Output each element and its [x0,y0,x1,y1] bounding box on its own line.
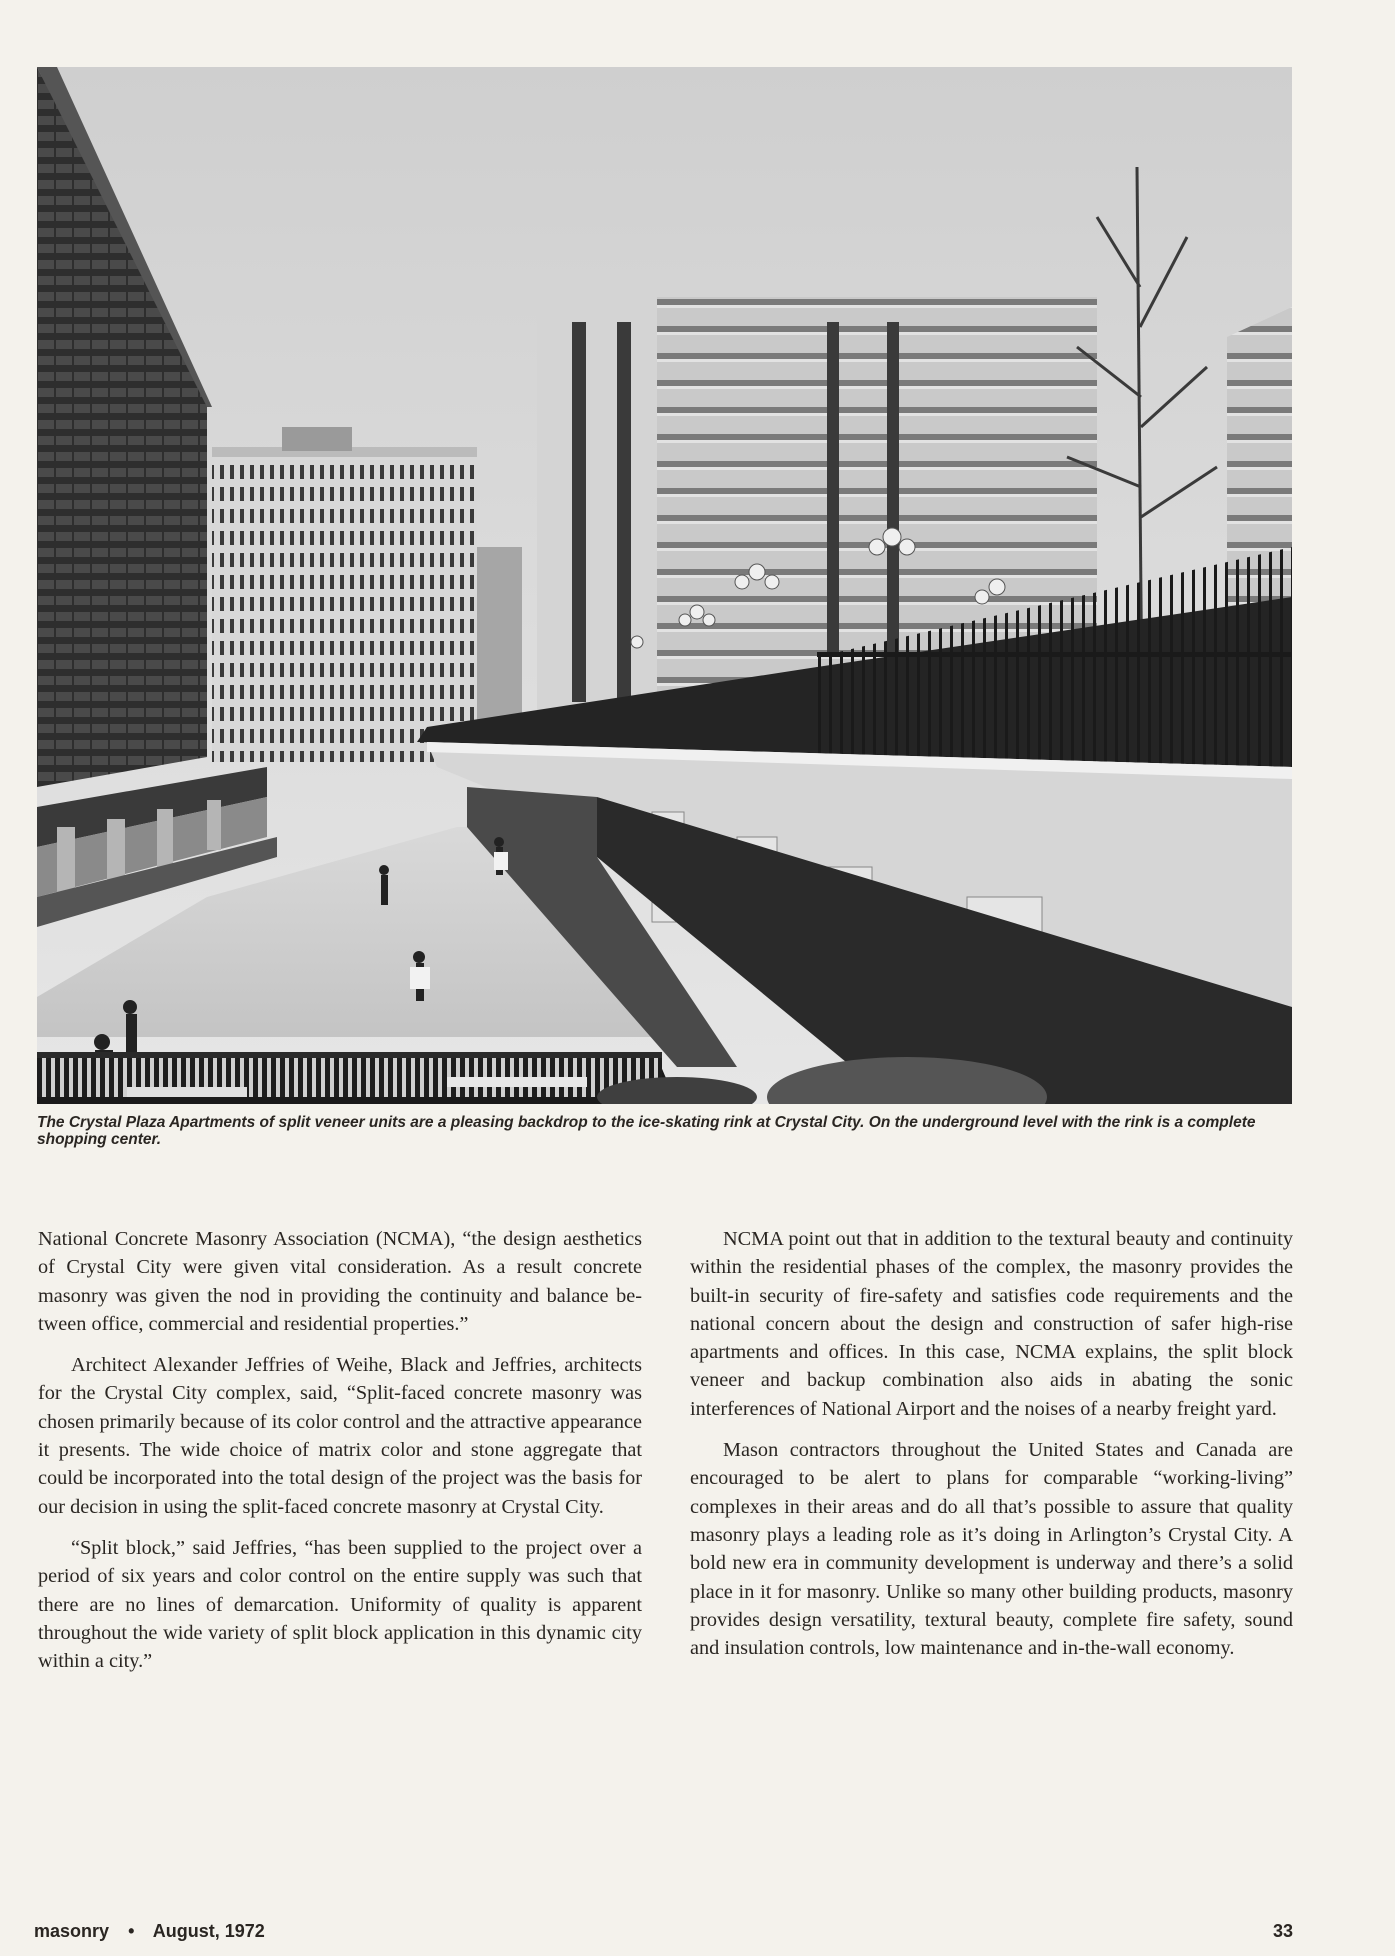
article-paragraph: Mason contractors throughout the United States and Canada are encouraged to be alert to plans for comparable “working-living” complexes in their areas and do all that’s possible to assure that quality masonry plays a leading role as it’s doing in Arlington’s Crystal City. A bold new era in community development is underway and there’s a solid place in it for masonry. Unlike so many other building products, masonry provides design versatility, textural beauty, complete fire safety, sound and insulation controls, low maintenance and in-the-wall economy. [690,1439,1293,1660]
article-paragraph: NCMA point out that in addition to the textural beauty and continuity within the residential phases of the complex, the masonry provides the built-in security of fire-safety and satisfies code requirements and the national concern about the design and construction of safer high-rise apartments and offices. In this case, NCMA explains, the split block veneer and backup combination also aids in abating the sonic interferences of National Airport and the noises of a nearby freight yard. [690,1228,1293,1420]
article-column-right [690,1225,1293,1675]
article-paragraph: “Split block,” said Jeffries, “has been supplied to the project over a period of six years and color control on the entire supply was such that there are no lines of demarcation. Uniformity of quality is apparent throughout the wide variety of split block application in this dynamic city within a city.” [38,1536,642,1673]
photo-illustration [37,67,1292,1104]
article-column-left [38,1225,642,1688]
photo-caption: The Crystal Plaza Apartments of split veneer units are a pleasing backdrop to the ice-skating rink at Crystal City. On the underground level with the rink is a complete shopping center. [37,1114,1256,1148]
issue-date: August, 1972 [152,1921,265,1941]
bullet-separator: • [128,1921,135,1941]
page-number: 33 [1272,1921,1293,1941]
footer-publication-line [34,1921,265,1942]
article-paragraph: Architect Alexander Jeffries of Weihe, Black and Jeffries, architects for the Crystal City complex, said, “Split-faced concrete masonry was chosen primarily because of its color control and the attractive appearance it presents. The wide choice of matrix color and stone aggregate that could be incorporated into the total design of the project was the basis for our decision in using the split-faced concrete masonry at Crystal City. [38,1354,642,1518]
crystal-city-photograph [37,67,1292,1104]
publication-name: masonry [34,1921,110,1941]
article-paragraph: National Concrete Masonry Association (NCMA), “the design aesthetics of Crystal City were given vital consideration. As a result concrete masonry was given the nod in providing the continuity and balance between office, commercial and residential properties.” [38,1228,642,1335]
